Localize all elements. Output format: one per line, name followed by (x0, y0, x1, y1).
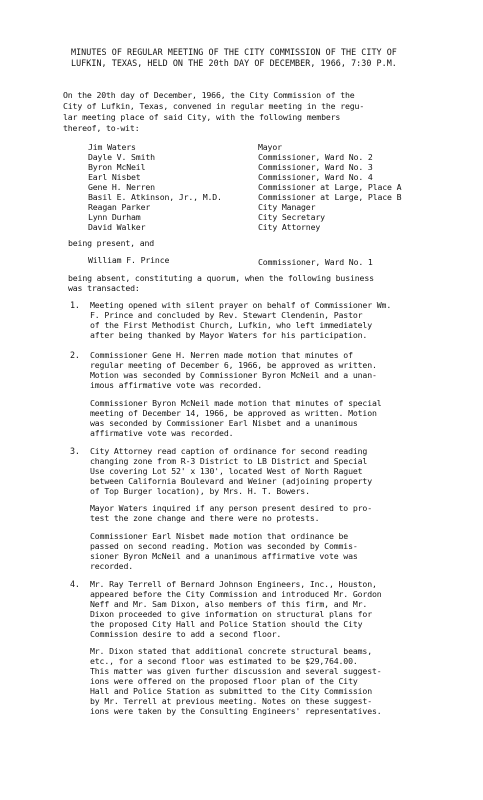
intro-line-3: lar meeting place of said City, with the following members (63, 112, 341, 122)
item-number: 2. (70, 350, 80, 360)
item-line: was seconded by Commissioner Earl Nisbet and a unanimous (90, 418, 358, 428)
member-name: David Walker (88, 222, 146, 232)
member-role: City Manager (258, 202, 316, 212)
member-name: Earl Nisbet (88, 172, 141, 182)
item-line: between California Boulevard and Weiner (adjoining property (90, 476, 372, 486)
member-role: City Secretary (258, 212, 325, 222)
member-role: Mayor (258, 142, 282, 152)
item-line: Commissioner Gene H. Nerren made motion that minutes of (90, 350, 353, 360)
item-line: Motion was seconded by Commissioner Byron McNeil and a unan- (90, 370, 377, 380)
item-line: regular meeting of December 6, 1966, be approved as written. (90, 360, 377, 370)
item-line: affirmative vote was recorded. (90, 428, 234, 438)
item-line: Commissioner Earl Nisbet made motion that ordinance be (90, 531, 349, 541)
item-line: City Attorney read caption of ordinance for second reading (90, 446, 368, 456)
intro-line-2: City of Lufkin, Texas, convened in regular meeting in the regu- (63, 101, 365, 111)
item-line: ions were offered on the proposed floor plan of the City (90, 676, 358, 686)
minutes-title-line-2: LUFKIN, TEXAS, HELD ON THE 20th DAY OF DECEMBER, 1966, 7:30 P.M. (71, 58, 397, 68)
member-name: Jim Waters (88, 142, 136, 152)
item-line: of Top Burger location), by Mrs. H. T. Bowers. (90, 486, 310, 496)
member-name: Gene H. Nerren (88, 182, 155, 192)
being-present-text: being present, and (68, 238, 155, 248)
member-role: Commissioner at Large, Place B (258, 192, 402, 202)
item-line: Use covering Lot 52' x 130', located West of North Raguet (90, 466, 363, 476)
item-line: This matter was given further discussion and several suggest- (90, 666, 382, 676)
item-line: Mayor Waters inquired if any person present desired to pro- (90, 503, 372, 513)
item-line: F. Prince and concluded by Rev. Stewart Clendenin, Pastor (90, 310, 363, 320)
absent-line-2: was transacted: (68, 283, 140, 293)
item-line: meeting of December 14, 1966, be approved as written. Motion (90, 408, 377, 418)
item-line: Commission desire to add a second floor. (90, 629, 282, 639)
member-role: Commissioner at Large, Place A (258, 182, 402, 192)
absent-member-role: Commissioner, Ward No. 1 (258, 257, 373, 267)
item-number: 1. (70, 300, 80, 310)
item-line: Meeting opened with silent prayer on behalf of Commissioner Wm. (90, 300, 392, 310)
item-line: ions were taken by the Consulting Engineers' representatives. (90, 706, 382, 716)
member-role: Commissioner, Ward No. 2 (258, 152, 373, 162)
item-line: recorded. (90, 561, 134, 571)
item-line: by Mr. Terrell at previous meeting. Notes on these suggest- (90, 696, 372, 706)
member-name: Lynn Durham (88, 212, 141, 222)
item-line: imous affirmative vote was recorded. (90, 380, 263, 390)
item-number: 4. (70, 579, 80, 589)
member-name: Dayle V. Smith (88, 152, 155, 162)
minutes-title-line-1: MINUTES OF REGULAR MEETING OF THE CITY COMMISSION OF THE CITY OF (71, 47, 397, 57)
intro-line-4: thereof, to-wit: (63, 123, 140, 133)
item-line: Mr. Ray Terrell of Bernard Johnson Engineers, Inc., Houston, (90, 579, 377, 589)
item-line: Neff and Mr. Sam Dixon, also members of this firm, and Mr. (90, 599, 368, 609)
item-line: changing zone from R-3 District to LB District and Special (90, 456, 368, 466)
absent-line-1: being absent, constituting a quorum, when the following business (68, 273, 374, 283)
member-role: Commissioner, Ward No. 4 (258, 172, 373, 182)
item-line: of the First Methodist Church, Lufkin, who left immediately (90, 320, 372, 330)
member-name: Byron McNeil (88, 162, 146, 172)
item-line: Mr. Dixon stated that additional concrete structural beams, (90, 646, 372, 656)
item-line: appeared before the City Commission and introduced Mr. Gordon (90, 589, 382, 599)
item-line: test the zone change and there were no protests. (90, 513, 320, 523)
absent-member-name: William F. Prince (88, 255, 170, 265)
member-name: Basil E. Atkinson, Jr., M.D. (88, 192, 222, 202)
member-name: Reagan Parker (88, 202, 151, 212)
item-line: etc., for a second floor was estimated to be $29,764.00. (90, 656, 358, 666)
member-role: Commissioner, Ward No. 3 (258, 162, 373, 172)
member-role: City Attorney (258, 222, 321, 232)
item-number: 3. (70, 446, 80, 456)
item-line: after being thanked by Mayor Waters for his participation. (90, 330, 368, 340)
intro-line-1: On the 20th day of December, 1966, the City Commission of the (63, 90, 355, 100)
item-line: Hall and Police Station as submitted to the City Commission (90, 686, 372, 696)
item-line: Commissioner Byron McNeil made motion that minutes of special (90, 398, 382, 408)
item-line: passed on second reading. Motion was seconded by Commis- (90, 541, 358, 551)
item-line: the proposed City Hall and Police Station should the City (90, 619, 363, 629)
item-line: sioner Byron McNeil and a unanimous affirmative vote was (90, 551, 358, 561)
item-line: Dixon proceeded to give information on structural plans for (90, 609, 372, 619)
